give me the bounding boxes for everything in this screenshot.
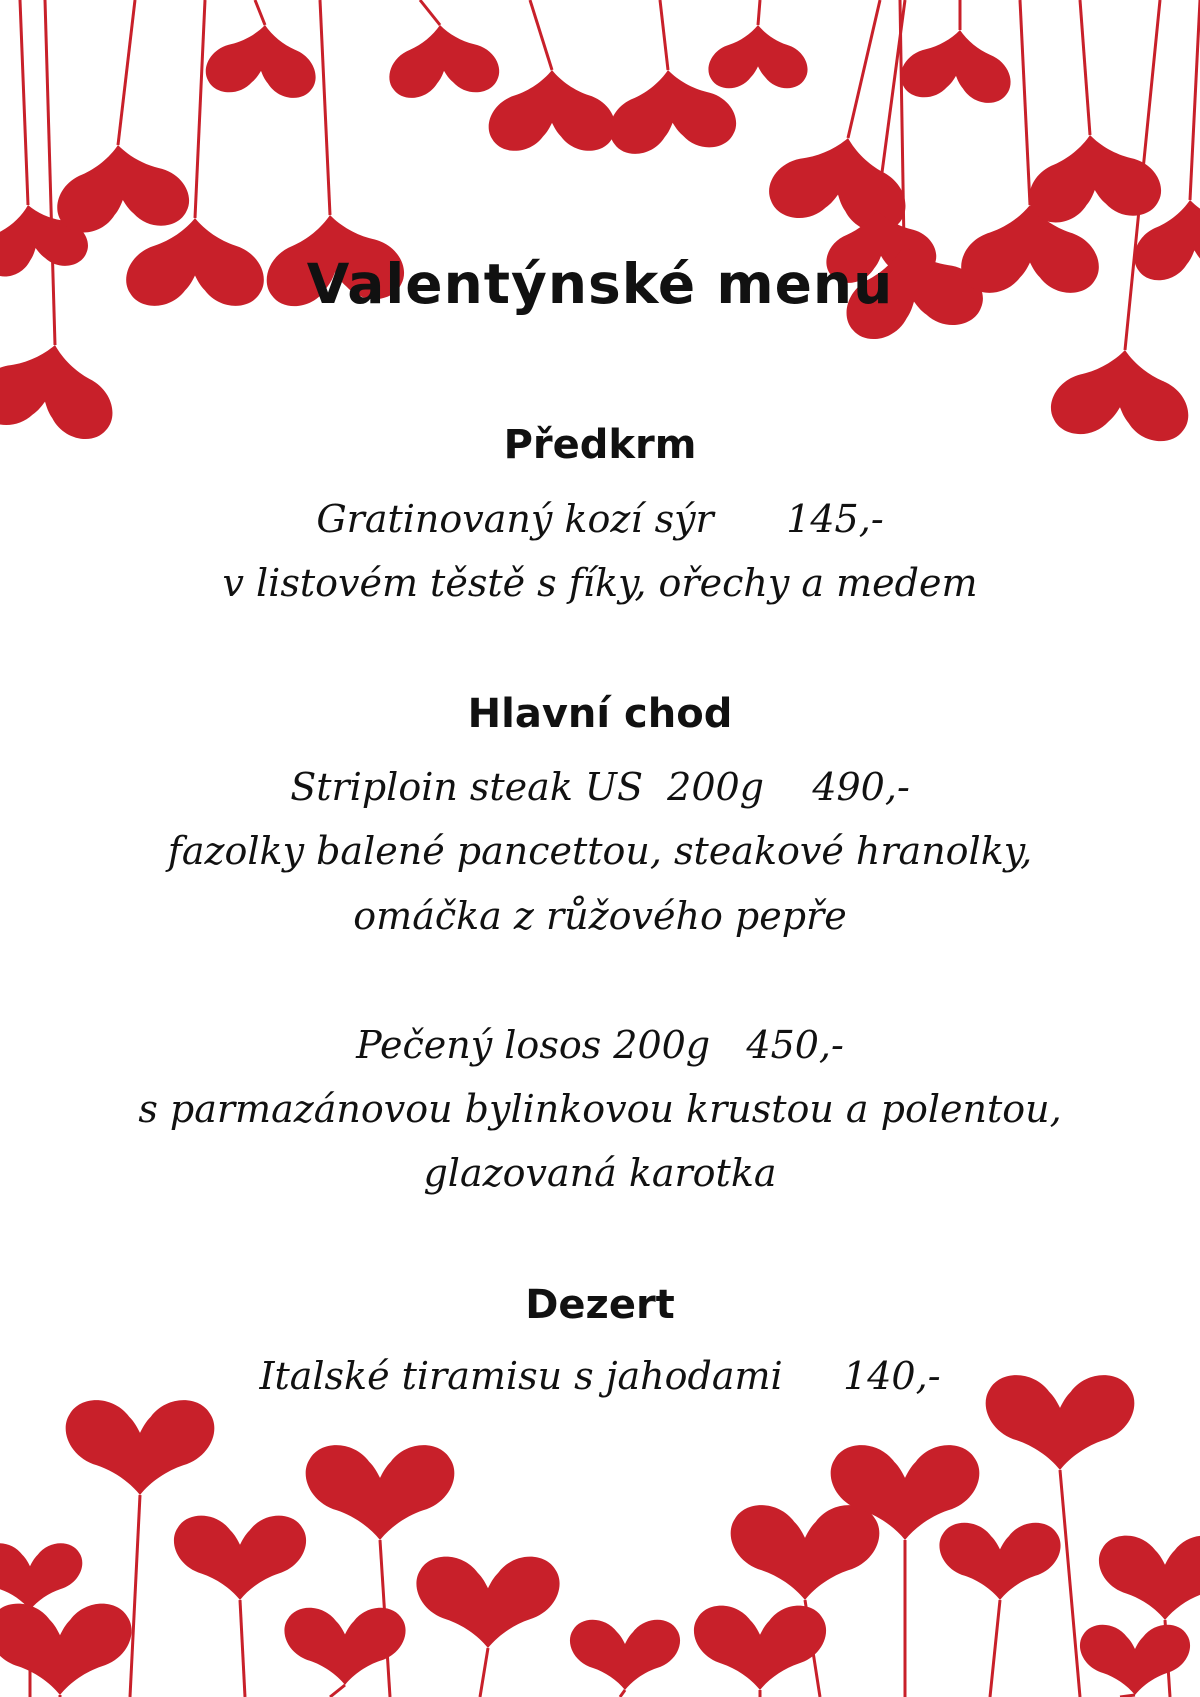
menu-item-price: 145,- xyxy=(786,497,884,541)
menu-title: Valentýnské menu xyxy=(306,252,894,316)
section-heading-hlavni-chod: Hlavní chod xyxy=(467,691,733,737)
menu-item-name-price xyxy=(0,1023,1200,1067)
menu-item-description: glazovaná karotka xyxy=(423,1151,777,1195)
menu-item-description: omáčka z růžového pepře xyxy=(353,894,847,938)
menu-item-description: fazolky balené pancettou, steakové hranolky, xyxy=(167,829,1033,873)
section-heading-dezert: Dezert xyxy=(525,1282,675,1328)
menu-item-name: Gratinovaný kozí sýr xyxy=(316,497,714,541)
menu-item-name-price xyxy=(0,765,1200,809)
menu-item-price: 450,- xyxy=(746,1023,844,1067)
menu-item-name: Striploin steak US 200g xyxy=(290,765,764,809)
menu-item-description: s parmazánovou bylinkovou krustou a polentou, xyxy=(138,1087,1062,1131)
menu-item-name-price xyxy=(0,497,1200,541)
menu-item-name: Italské tiramisu s jahodami xyxy=(259,1354,783,1398)
menu-item-name: Pečený losos 200g xyxy=(356,1023,711,1067)
menu-item-price: 140,- xyxy=(843,1354,941,1398)
menu-item-description: v listovém těstě s fíky, ořechy a medem xyxy=(222,561,978,605)
section-heading-predkrm: Předkrm xyxy=(503,422,697,468)
menu-item-name-price xyxy=(0,1354,1200,1398)
menu-item-price: 490,- xyxy=(812,765,910,809)
